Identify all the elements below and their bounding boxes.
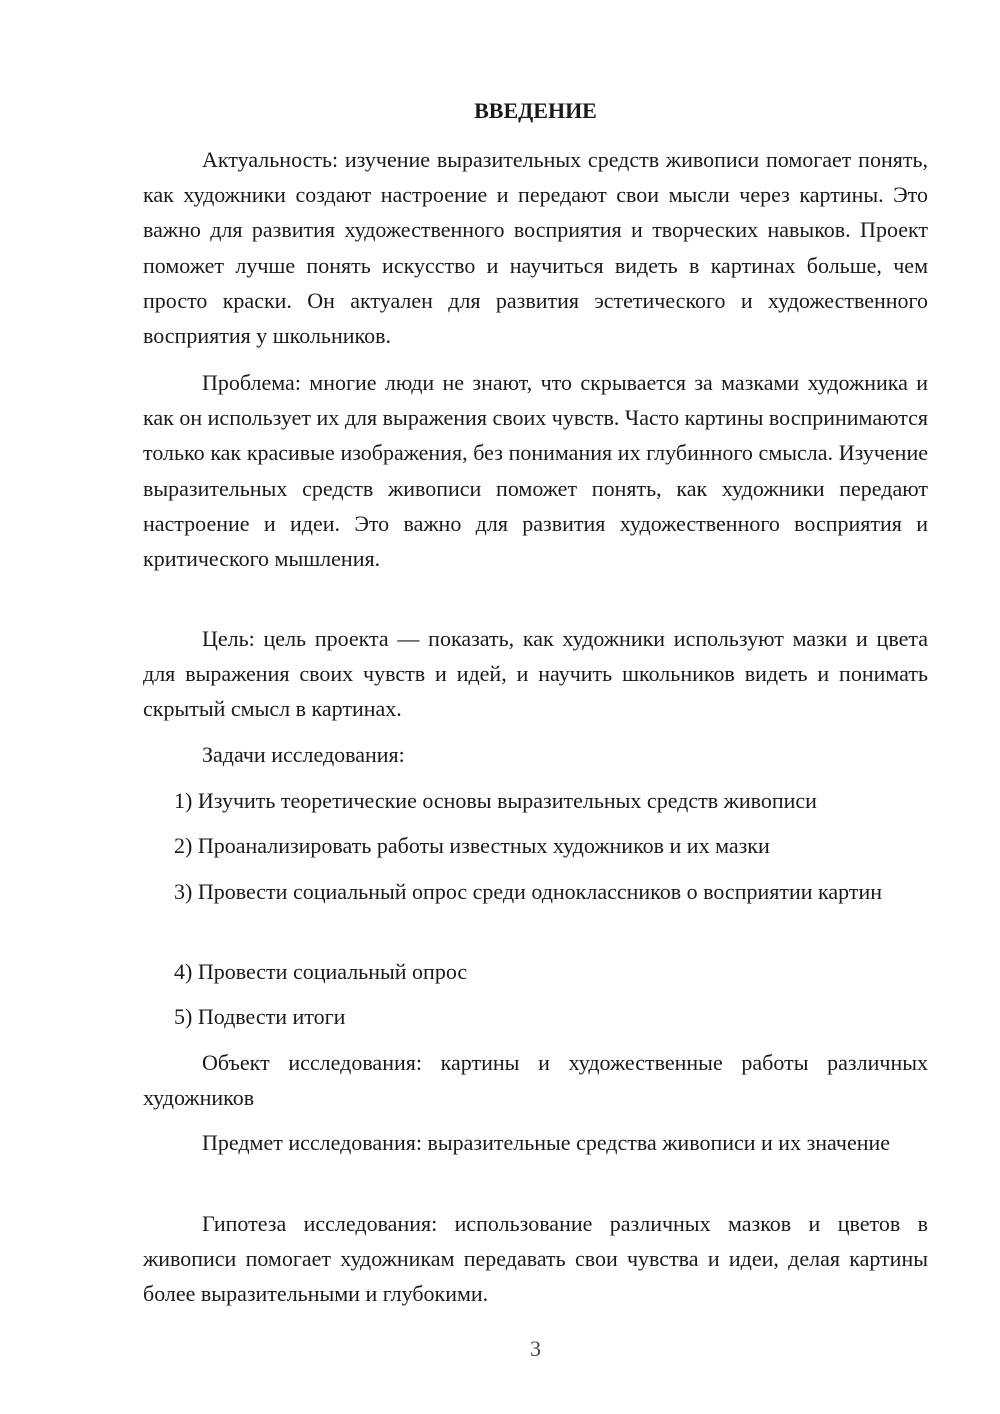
tasks-title: Задачи исследования: bbox=[202, 742, 405, 767]
section-heading: ВВЕДЕНИЕ bbox=[474, 98, 597, 123]
task-item: 3) Провести социальный опрос среди одноклассников о восприятии картин bbox=[174, 879, 883, 904]
document-page bbox=[143, 0, 928, 1414]
hypothesis-paragraph: Гипотеза исследования: использование различных мазков и цветов в живописи помогает художникам передавать свои чувства и идеи, делая картины более выразительными и глубокими. bbox=[143, 1211, 928, 1307]
task-item: 1) Изучить теоретические основы выразительных средств живописи bbox=[174, 788, 817, 813]
relevance-paragraph: Актуальность: изучение выразительных средств живописи помогает понять, как художники создают настроение и передают свои мысли через картины. Это важно для развития художественного восприятия и творческих навыков. Проект поможет лучше понять искусство и научиться видеть в картинах больше, чем просто краски. Он актуален для развития эстетического и художественного восприятия у школьников. bbox=[143, 147, 928, 349]
task-item: 4) Провести социальный опрос bbox=[174, 959, 468, 984]
task-item: 2) Проанализировать работы известных художников и их мазки bbox=[174, 833, 770, 858]
task-item: 5) Подвести итоги bbox=[174, 1004, 346, 1029]
object-paragraph: Объект исследования: картины и художественные работы различных художников bbox=[143, 1050, 928, 1111]
goal-paragraph: Цель: цель проекта — показать, как художники используют мазки и цвета для выражения своих чувств и идей, и научить школьников видеть и понимать скрытый смысл в картинах. bbox=[143, 626, 928, 722]
problem-paragraph: Проблема: многие люди не знают, что скрывается за мазками художника и как он использует их для выражения своих чувств. Часто картины воспринимаются только как красивые изображения, без понимания их глубинного смысла. Изучение выразительных средств живописи поможет понять, как художники передают настроение и идеи. Это важно для развития художественного восприятия и критического мышления. bbox=[143, 370, 928, 572]
page-number: 3 bbox=[530, 1336, 541, 1361]
subject-paragraph: Предмет исследования: выразительные средства живописи и их значение bbox=[202, 1130, 891, 1155]
